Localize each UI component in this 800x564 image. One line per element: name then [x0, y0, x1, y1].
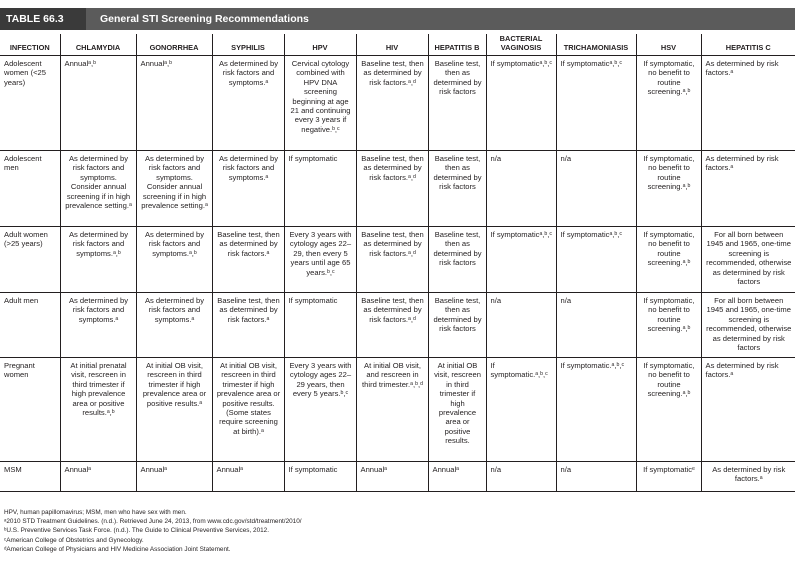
cell-syphilis: Baseline test, then as determined by risk factors.ᵃ: [212, 227, 284, 293]
row-label: Adolescent men: [0, 151, 60, 227]
cell-hsv: If symptomatic, no benefit to routine screening.ᵃ,ᵇ: [636, 358, 701, 462]
header-chlamydia: CHLAMYDIA: [60, 34, 136, 56]
header-syphilis: SYPHILIS: [212, 34, 284, 56]
cell-chlamydia: As determined by risk factors and symptoms.ᵃ: [60, 293, 136, 358]
cell-trichamoniasis: n/a: [556, 151, 636, 227]
table-row: [0, 227, 795, 293]
cell-trichamoniasis: If symptomaticᵃ,ᵇ,ᶜ: [556, 227, 636, 293]
cell-trichamoniasis: n/a: [556, 293, 636, 358]
footnote-d: ᵈAmerican College of Physicians and HIV Medicine Association Joint Statement.: [4, 545, 231, 553]
cell-hepatitis-b: At initial OB visit, rescreen in third trimester if high prevalence area or positive results.: [428, 358, 486, 462]
cell-syphilis: Annualᵃ: [212, 462, 284, 492]
table-row: [0, 358, 795, 462]
table-title: General STI Screening Recommendations: [100, 13, 309, 25]
cell-hepatitis-b: Baseline test, then as determined by risk factors: [428, 56, 486, 151]
cell-hiv: Baseline test, then as determined by risk factors.ᵃ,ᵈ: [356, 293, 428, 358]
cell-trichamoniasis: If symptomatic.ᵃ,ᵇ,ᶜ: [556, 358, 636, 462]
cell-gonorrhea: Annualᵃ,ᵇ: [136, 56, 212, 151]
footnotes: [4, 508, 794, 554]
cell-gonorrhea: As determined by risk factors and symptoms. Consider annual screening if in high prevalence setting.ᵃ: [136, 151, 212, 227]
footnote-c: ᶜAmerican College of Obstetrics and Gynecology.: [4, 536, 144, 544]
cell-bacterial-vaginosis: If symptomaticᵃ,ᵇ,ᶜ: [486, 56, 556, 151]
cell-hsv: If symptomatic, no benefit to routine screening.ᵃ,ᵇ: [636, 293, 701, 358]
header-gonorrhea: GONORRHEA: [136, 34, 212, 56]
row-label: Adolescent women (<25 years): [0, 56, 60, 151]
header-infection: INFECTION: [0, 34, 60, 56]
header-row: [0, 34, 795, 56]
header-hepatitis-c: HEPATITIS C: [701, 34, 795, 56]
cell-hepatitis-c: As determined by risk factors.ᵃ: [701, 56, 795, 151]
cell-hepatitis-b: Baseline test, then as determined by risk factors: [428, 293, 486, 358]
cell-hepatitis-b: Annualᵃ: [428, 462, 486, 492]
cell-chlamydia: At initial prenatal visit, rescreen in third trimester if high prevalence area or positive results.ᵃ,ᵇ: [60, 358, 136, 462]
cell-chlamydia: Annualᵃ,ᵇ: [60, 56, 136, 151]
footnote-b: ᵇU.S. Preventive Services Task Force. (n.d.). The Guide to Clinical Preventive Services, 2012.: [4, 527, 270, 535]
cell-hiv: At initial OB visit, and rescreen in third trimester.ᵃ,ᵇ,ᵈ: [356, 358, 428, 462]
cell-hepatitis-c: As determined by risk factors.ᵃ: [701, 462, 795, 492]
cell-chlamydia: As determined by risk factors and symptoms.ᵃ,ᵇ: [60, 227, 136, 293]
cell-hpv: Cervical cytology combined with HPV DNA screening beginning at age 21 and continuing every 3 years if negative.ᵇ,ᶜ: [284, 56, 356, 151]
cell-hsv: If symptomaticᵉ: [636, 462, 701, 492]
row-label: MSM: [0, 462, 60, 492]
cell-syphilis: As determined by risk factors and symptoms.ᵃ: [212, 151, 284, 227]
cell-hepatitis-c: As determined by risk factors.ᵃ: [701, 358, 795, 462]
cell-gonorrhea: As determined by risk factors and symptoms.ᵃ,ᵇ: [136, 227, 212, 293]
row-label: Pregnant women: [0, 358, 60, 462]
cell-syphilis: Baseline test, then as determined by risk factors.ᵃ: [212, 293, 284, 358]
cell-syphilis: At initial OB visit, rescreen in third trimester if high prevalence area or positive results. (Some states require screening at birth).ᵃ: [212, 358, 284, 462]
cell-bacterial-vaginosis: n/a: [486, 151, 556, 227]
table-row: [0, 293, 795, 358]
cell-gonorrhea: At initial OB visit, rescreen in third trimester if high prevalence area or positive results.ᵃ: [136, 358, 212, 462]
cell-syphilis: As determined by risk factors and symptoms.ᵃ: [212, 56, 284, 151]
cell-bacterial-vaginosis: n/a: [486, 462, 556, 492]
footnote-abbreviations: HPV, human papillomavirus; MSM, men who have sex with men.: [4, 509, 187, 516]
cell-hiv: Annualᵃ: [356, 462, 428, 492]
table-number: TABLE 66.3: [0, 8, 86, 30]
cell-trichamoniasis: If symptomaticᵃ,ᵇ,ᶜ: [556, 56, 636, 151]
cell-hsv: If symptomatic, no benefit to routine screening.ᵃ,ᵇ: [636, 56, 701, 151]
cell-hepatitis-c: For all born between 1945 and 1965, one-time screening is recommended, otherwise as determined by risk factors: [701, 227, 795, 293]
cell-hiv: Baseline test, then as determined by risk factors.ᵃ,ᵈ: [356, 227, 428, 293]
cell-hepatitis-b: Baseline test, then as determined by risk factors: [428, 227, 486, 293]
table-row: [0, 56, 795, 151]
cell-bacterial-vaginosis: If symptomatic.ᵃ,ᵇ,ᶜ: [486, 358, 556, 462]
cell-chlamydia: Annualᵃ: [60, 462, 136, 492]
table-row: [0, 151, 795, 227]
cell-hiv: Baseline test, then as determined by risk factors.ᵃ,ᵈ: [356, 56, 428, 151]
cell-hpv: Every 3 years with cytology ages 22–29, then every 5 years until age 65 years.ᵇ,ᶜ: [284, 227, 356, 293]
header-hepatitis-b: HEPATITIS B: [428, 34, 486, 56]
sti-screening-table: [0, 34, 795, 492]
row-label: Adult women (>25 years): [0, 227, 60, 293]
cell-hepatitis-b: Baseline test, then as determined by risk factors: [428, 151, 486, 227]
cell-bacterial-vaginosis: If symptomaticᵃ,ᵇ,ᶜ: [486, 227, 556, 293]
header-bacterial-vaginosis: BACTERIAL VAGINOSIS: [486, 34, 556, 56]
cell-hsv: If symptomatic, no benefit to routine screening.ᵃ,ᵇ: [636, 227, 701, 293]
cell-trichamoniasis: n/a: [556, 462, 636, 492]
header-hpv: HPV: [284, 34, 356, 56]
header-hsv: HSV: [636, 34, 701, 56]
cell-hiv: Baseline test, then as determined by risk factors.ᵃ,ᵈ: [356, 151, 428, 227]
cell-hpv: If symptomatic: [284, 151, 356, 227]
table-row: [0, 462, 795, 492]
cell-hepatitis-c: For all born between 1945 and 1965, one-time screening is recommended, otherwise as determined by risk factors: [701, 293, 795, 358]
cell-hpv: Every 3 years with cytology ages 22–29 years, then every 5 years.ᵇ,ᶜ: [284, 358, 356, 462]
header-hiv: HIV: [356, 34, 428, 56]
footnote-a: ᵃ2010 STD Treatment Guidelines. (n.d.). Retrieved June 24, 2013, from www.cdc.gov/std/treatment/2010/: [4, 518, 302, 526]
cell-gonorrhea: Annualᵃ: [136, 462, 212, 492]
cell-hepatitis-c: As determined by risk factors.ᵃ: [701, 151, 795, 227]
cell-gonorrhea: As determined by risk factors and symptoms.ᵃ: [136, 293, 212, 358]
cell-hpv: If symptomatic: [284, 462, 356, 492]
cell-hsv: If symptomatic, no benefit to routine screening.ᵃ,ᵇ: [636, 151, 701, 227]
row-label: Adult men: [0, 293, 60, 358]
table-title-bar: [0, 8, 795, 30]
header-trichamoniasis: TRICHAMONIASIS: [556, 34, 636, 56]
cell-chlamydia: As determined by risk factors and symptoms. Consider annual screening if in high prevalence setting.ᵃ: [60, 151, 136, 227]
cell-bacterial-vaginosis: n/a: [486, 293, 556, 358]
cell-hpv: If symptomatic: [284, 293, 356, 358]
